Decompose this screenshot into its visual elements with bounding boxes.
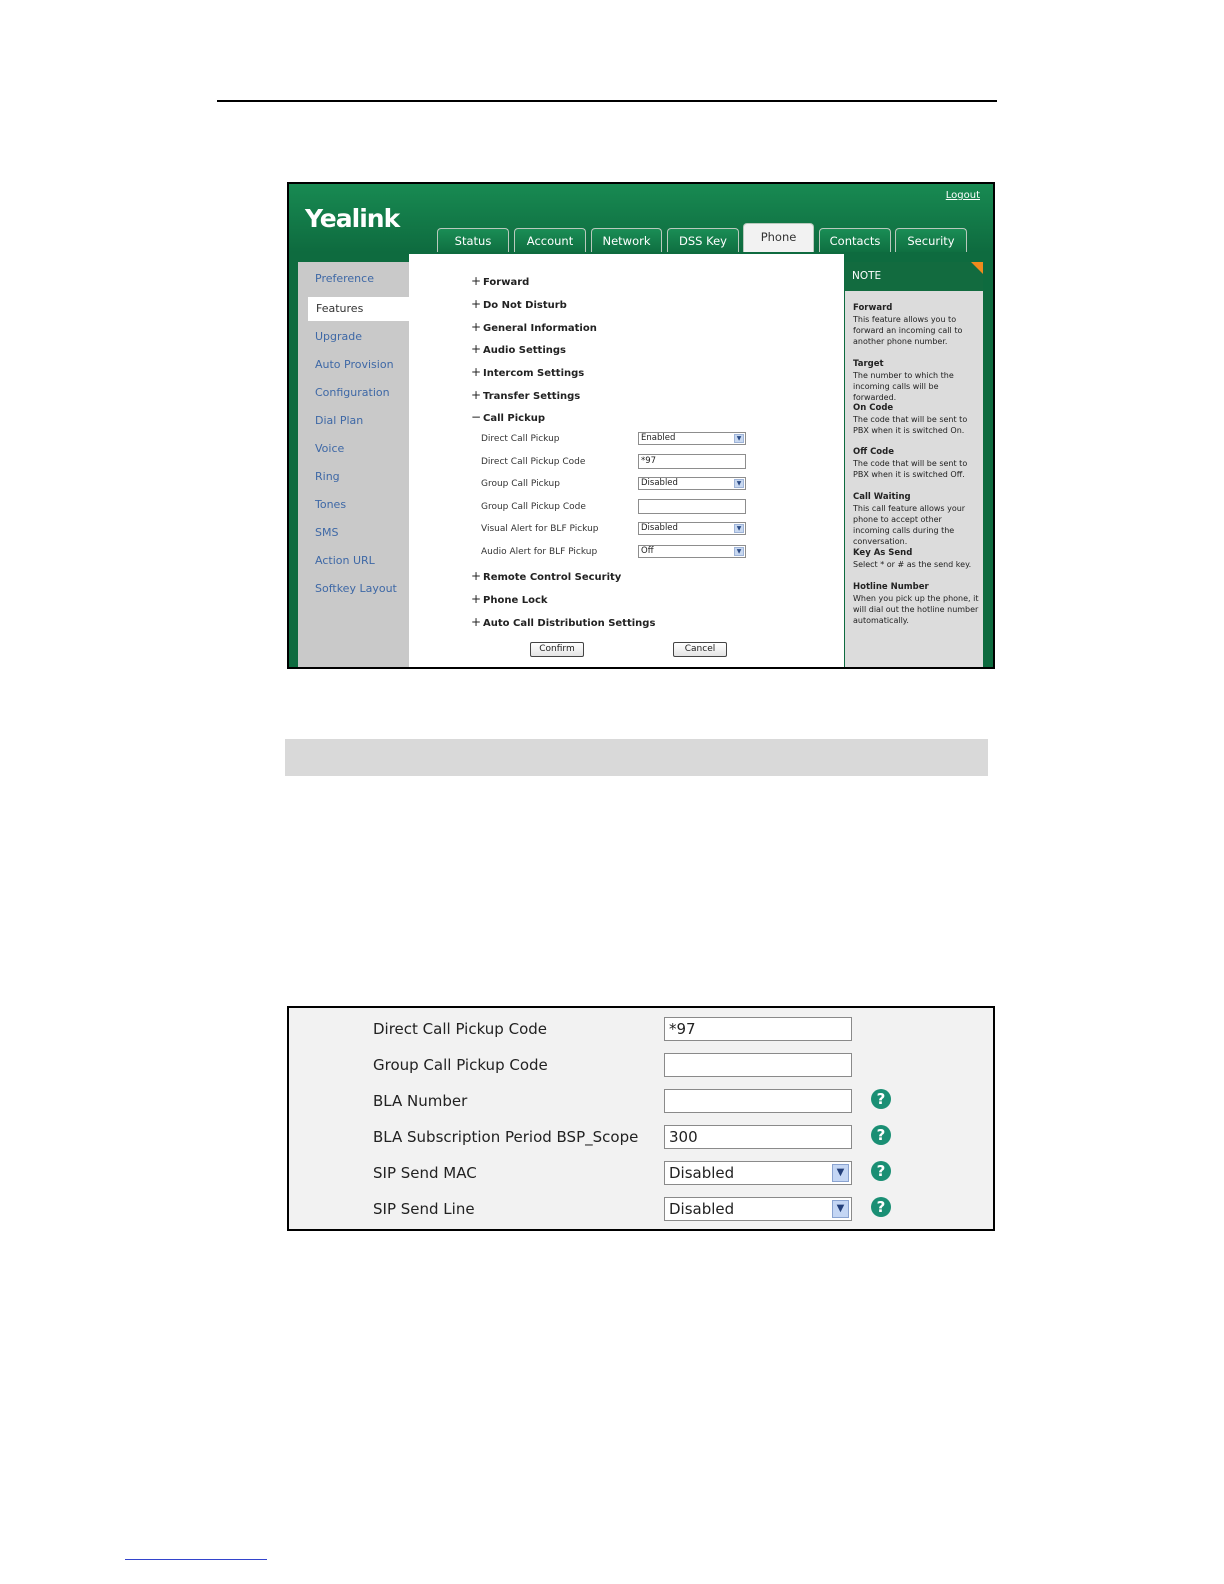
tab-security[interactable]: Security xyxy=(895,228,967,252)
note-item: Target The number to which the incoming calls will be forwarded. xyxy=(853,359,954,402)
visual-alert-blf-label: Visual Alert for BLF Pickup xyxy=(481,524,599,534)
group-call-pickup-code-label: Group Call Pickup Code xyxy=(373,1056,548,1074)
expand-plus-icon: + xyxy=(471,365,482,379)
note-corner-icon xyxy=(971,262,983,274)
sidebar-item-preference[interactable]: Preference xyxy=(315,272,374,285)
sip-send-mac-select[interactable]: Disabled ▼ xyxy=(664,1161,852,1185)
expand-plus-icon: + xyxy=(471,569,482,583)
tab-account[interactable]: Account xyxy=(514,228,586,252)
group-call-pickup-code-label: Group Call Pickup Code xyxy=(481,502,586,512)
direct-call-pickup-select[interactable]: Enabled ▼ xyxy=(638,432,746,445)
sidebar-item-softkey-layout[interactable]: Softkey Layout xyxy=(315,582,397,595)
direct-call-pickup-label: Direct Call Pickup xyxy=(481,434,560,444)
section-heading-bar xyxy=(285,739,988,776)
expand-plus-icon: + xyxy=(471,388,482,402)
help-icon[interactable]: ? xyxy=(871,1197,891,1217)
chevron-down-icon: ▼ xyxy=(734,434,744,443)
section-dnd[interactable]: + Do Not Disturb xyxy=(471,297,567,311)
tab-status[interactable]: Status xyxy=(437,228,509,252)
sip-send-line-label: SIP Send Line xyxy=(373,1200,475,1218)
sip-send-line-select[interactable]: Disabled ▼ xyxy=(664,1197,852,1221)
phone-features-screenshot xyxy=(287,182,995,669)
logout-link[interactable]: Logout xyxy=(945,190,980,201)
direct-call-pickup-code-label: Direct Call Pickup Code xyxy=(373,1020,548,1038)
yealink-logo: Yealink xyxy=(305,204,400,233)
visual-alert-blf-select[interactable]: Disabled ▼ xyxy=(638,522,746,535)
sidebar-item-action-url[interactable]: Action URL xyxy=(315,554,375,567)
audio-alert-blf-select[interactable]: Off ▼ xyxy=(638,545,746,558)
section-forward[interactable]: + Forward xyxy=(471,274,530,288)
bla-settings-screenshot xyxy=(287,1006,995,1231)
features-content xyxy=(409,254,844,667)
chevron-down-icon: ▼ xyxy=(832,1164,849,1182)
sip-send-mac-label: SIP Send MAC xyxy=(373,1164,477,1182)
section-intercom-settings[interactable]: + Intercom Settings xyxy=(471,365,585,379)
collapse-minus-icon: − xyxy=(471,410,482,424)
expand-plus-icon: + xyxy=(471,274,482,288)
sidebar-item-sms[interactable]: SMS xyxy=(315,526,339,539)
sidebar-item-configuration[interactable]: Configuration xyxy=(315,386,390,399)
header-bar xyxy=(289,184,993,252)
cancel-button[interactable]: Cancel xyxy=(673,642,727,657)
sidebar-nav xyxy=(298,262,409,667)
bla-subscription-period-input[interactable]: 300 xyxy=(664,1125,852,1149)
tab-contacts[interactable]: Contacts xyxy=(819,228,891,252)
footnote-rule xyxy=(125,1559,267,1560)
sidebar-item-upgrade[interactable]: Upgrade xyxy=(315,330,363,343)
chevron-down-icon: ▼ xyxy=(734,524,744,533)
direct-call-pickup-code-input[interactable]: *97 xyxy=(638,454,746,469)
section-general-information[interactable]: + General Information xyxy=(471,320,597,334)
expand-plus-icon: + xyxy=(471,592,482,606)
sidebar-item-voice[interactable]: Voice xyxy=(315,442,345,455)
section-call-pickup[interactable]: − Call Pickup xyxy=(471,410,546,424)
chevron-down-icon: ▼ xyxy=(832,1200,849,1218)
chevron-down-icon: ▼ xyxy=(734,479,744,488)
group-call-pickup-code-input[interactable] xyxy=(664,1053,852,1077)
note-item: Off Code The code that will be sent to PBX when it is switched Off. xyxy=(853,447,968,479)
tab-phone[interactable]: Phone xyxy=(743,223,814,252)
note-item: Call Waiting This call feature allows your phone to accept other incoming calls during the conversation. xyxy=(853,492,966,546)
group-call-pickup-label: Group Call Pickup xyxy=(481,479,560,489)
page-header-rule xyxy=(217,100,997,102)
expand-plus-icon: + xyxy=(471,342,482,356)
help-icon[interactable]: ? xyxy=(871,1161,891,1181)
section-transfer-settings[interactable]: + Transfer Settings xyxy=(471,388,581,402)
direct-call-pickup-code-input[interactable]: *97 xyxy=(664,1017,852,1041)
note-item: Key As Send Select * or # as the send key. xyxy=(853,548,972,569)
tab-dss-key[interactable]: DSS Key xyxy=(667,228,739,252)
bla-number-label: BLA Number xyxy=(373,1092,468,1110)
group-call-pickup-select[interactable]: Disabled ▼ xyxy=(638,477,746,490)
note-item: On Code The code that will be sent to PBX when it is switched On. xyxy=(853,403,968,435)
section-phone-lock[interactable]: + Phone Lock xyxy=(471,592,548,606)
direct-call-pickup-code-label: Direct Call Pickup Code xyxy=(481,457,586,467)
expand-plus-icon: + xyxy=(471,320,482,334)
section-audio-settings[interactable]: + Audio Settings xyxy=(471,342,566,356)
group-call-pickup-code-input[interactable] xyxy=(638,499,746,514)
help-icon[interactable]: ? xyxy=(871,1089,891,1109)
sidebar-item-features[interactable]: Features xyxy=(308,297,409,321)
bla-number-input[interactable] xyxy=(664,1089,852,1113)
expand-plus-icon: + xyxy=(471,297,482,311)
note-title: NOTE xyxy=(845,262,983,291)
sidebar-item-tones[interactable]: Tones xyxy=(315,498,347,511)
section-remote-control-security[interactable]: + Remote Control Security xyxy=(471,569,622,583)
audio-alert-blf-label: Audio Alert for BLF Pickup xyxy=(481,547,598,557)
section-acd-settings[interactable]: + Auto Call Distribution Settings xyxy=(471,615,656,629)
help-icon[interactable]: ? xyxy=(871,1125,891,1145)
expand-plus-icon: + xyxy=(471,615,482,629)
sidebar-item-dial-plan[interactable]: Dial Plan xyxy=(315,414,364,427)
sidebar-item-ring[interactable]: Ring xyxy=(315,470,340,483)
chevron-down-icon: ▼ xyxy=(734,547,744,556)
bla-subscription-period-label: BLA Subscription Period BSP_Scope xyxy=(373,1128,639,1146)
tab-network[interactable]: Network xyxy=(591,228,662,252)
confirm-button[interactable]: Confirm xyxy=(530,642,584,657)
note-item: Hotline Number When you pick up the phone, it will dial out the hotline number automatically. xyxy=(853,582,979,625)
note-panel xyxy=(845,262,983,667)
note-item: Forward This feature allows you to forward an incoming call to another phone number. xyxy=(853,303,963,346)
sidebar-item-auto-provision[interactable]: Auto Provision xyxy=(315,358,394,371)
